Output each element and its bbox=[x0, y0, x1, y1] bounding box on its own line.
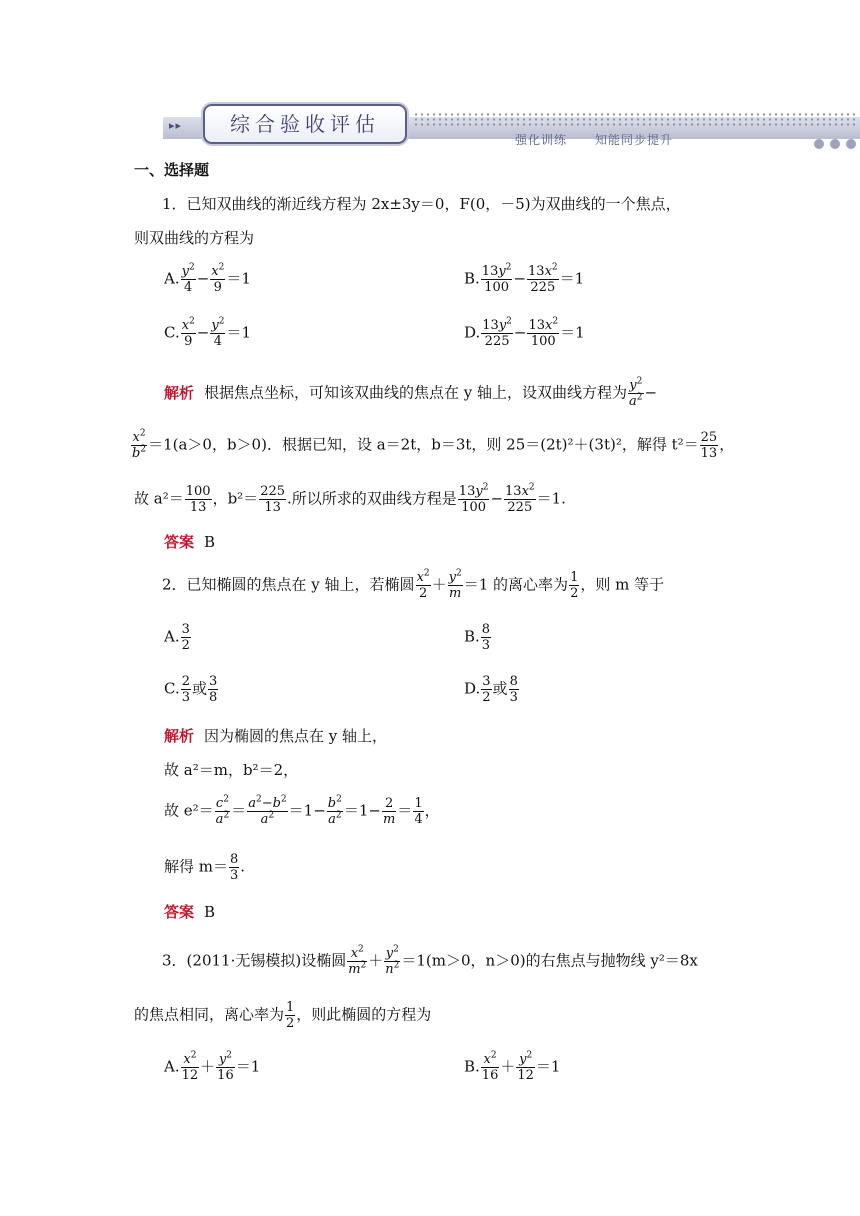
q3-option-a: A. $\frac{x^2}{12}$ ＋ $\frac{y^2}{16}$ ＝1 bbox=[164, 1050, 261, 1083]
q2-option-c: C. $\frac{2}{3}$ 或 $\frac{3}{8}$ bbox=[164, 674, 218, 705]
q2-option-d: D. $\frac{3}{2}$ 或 $\frac{8}{3}$ bbox=[464, 674, 518, 705]
q2-analysis-line3: 故 e²＝ $\frac{c^2}{a^2}$ ＝ $\frac{a^2-b^2}{a^2}$ ＝1− $\frac{b^2}{a^2}$ ＝1− $\frac{2}{m}$ ＝ $\frac{1}{4}$ ， bbox=[164, 794, 440, 827]
q2-analysis-line4: 解得 m＝ $\frac{8}{3}$ . bbox=[164, 852, 246, 883]
banner-title: 综合验收评估 bbox=[203, 104, 407, 144]
q2-option-a: A. $\frac{3}{2}$ bbox=[164, 622, 190, 653]
q1-analysis-line2: $\frac{x^2}{b^2}$ ＝1(a＞0，b＞0)．根据已知，设 a＝2t，b＝3t，则 25＝(2t)²＋(3t)²，解得 t²＝ $\frac{25}{13}$ ， bbox=[132, 428, 735, 461]
arrows-icon: ▸▸ bbox=[169, 119, 183, 132]
q1-answer: 答案 B bbox=[164, 533, 216, 551]
q1-analysis-line1: 解析 根据焦点坐标，可知该双曲线的焦点在 y 轴上，设双曲线方程为 $\frac{y^2}{a^2}$ − bbox=[164, 376, 658, 409]
q1-stem-line2: 则双曲线的方程为 bbox=[134, 229, 255, 247]
section-title: 一、选择题 bbox=[134, 161, 210, 179]
section-banner bbox=[163, 104, 860, 150]
q3-stem-line1: 3．(2011·无锡模拟)设椭圆 $\frac{x^2}{m^2}$ ＋ $\frac{y^2}{n^2}$ ＝1(m＞0，n＞0)的右焦点与抛物线 y²＝8x bbox=[162, 944, 698, 977]
q1-option-b: B. $\frac{13y^2}{100}$ − $\frac{13x^2}{225}$ ＝1 bbox=[464, 262, 585, 295]
q3-stem-line2: 的焦点相同，离心率为 $\frac{1}{2}$ ，则此椭圆的方程为 bbox=[134, 1000, 432, 1031]
circle-dots-icon bbox=[808, 134, 856, 153]
dotted-pattern bbox=[413, 112, 858, 128]
q1-option-a: A. $\frac{y^2}{4}$ − $\frac{x^2}{9}$ ＝1 bbox=[164, 262, 251, 295]
q2-stem: 2．已知椭圆的焦点在 y 轴上，若椭圆 $\frac{x^2}{2}$ ＋ $\frac{y^2}{m}$ ＝1 的离心率为 $\frac{1}{2}$ ，则 m 等于 bbox=[162, 568, 665, 601]
q2-analysis-line2: 故 a²＝m，b²＝2， bbox=[164, 761, 299, 779]
q1-analysis-line3: 故 a²＝ $\frac{100}{13}$ ，b²＝ $\frac{225}{13}$ .所以所求的双曲线方程是 $\frac{13y^2}{100}$ − $\frac{13x^2}{225}$ ＝1. bbox=[134, 482, 566, 515]
q1-option-c: C. $\frac{x^2}{9}$ − $\frac{y^2}{4}$ ＝1 bbox=[164, 316, 252, 349]
q1-stem-line1: 1．已知双曲线的渐近线方程为 2x±3y＝0，F(0，－5)为双曲线的一个焦点， bbox=[162, 195, 681, 213]
q1-option-d: D. $\frac{13y^2}{225}$ − $\frac{13x^2}{100}$ ＝1 bbox=[464, 316, 585, 349]
q2-analysis-line1: 解析 因为椭圆的焦点在 y 轴上， bbox=[164, 727, 388, 745]
q2-answer: 答案 B bbox=[164, 903, 216, 921]
q3-option-b: B. $\frac{x^2}{16}$ ＋ $\frac{y^2}{12}$ ＝1 bbox=[464, 1050, 561, 1083]
banner-subtitle: 强化训练 知能同步提升 bbox=[515, 133, 674, 147]
q2-option-b: B. $\frac{8}{3}$ bbox=[464, 622, 491, 653]
